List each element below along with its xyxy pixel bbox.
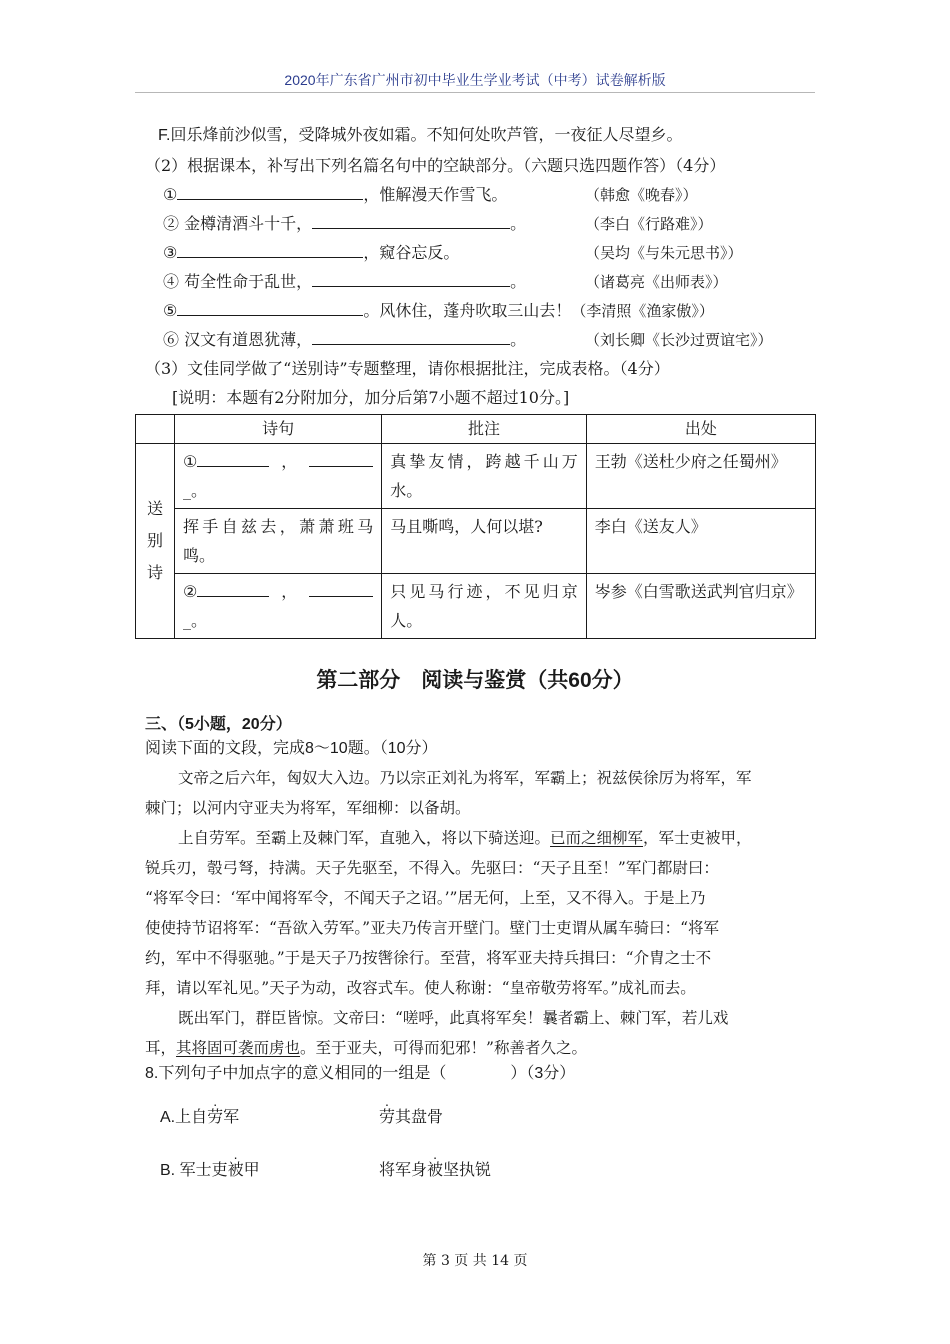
option-b [160, 1161, 260, 1181]
note-cell: 马且嘶鸣，人何以堪? [382, 509, 586, 574]
option-text: 甲 [243, 1162, 260, 1179]
option-text: 军士吏 [175, 1162, 228, 1179]
poem-cell [174, 574, 381, 639]
option-label: B. [160, 1162, 176, 1179]
passage-line: 拜，请以军礼见。”天子为动，改容式车。使人称谢：“皇帝敬劳将军。”成礼而去。 [145, 979, 696, 997]
option-text: 军 [223, 1109, 240, 1126]
option-text: 坚执锐 [443, 1162, 492, 1179]
source-cell: 李白《送友人》 [586, 509, 815, 574]
side-label [136, 444, 175, 639]
item-number: ① [163, 185, 178, 204]
bonus-note: [说明：本题有2分附加分，加分后第7小题不超过10分。] [172, 388, 570, 407]
passage-line [178, 828, 752, 848]
blank-item-2 [163, 214, 526, 234]
blank-item-5 [163, 301, 714, 321]
cite-3: （吴均《与朱元思书》） [585, 244, 743, 262]
option-text: 其盘骨 [395, 1109, 444, 1126]
table-row [136, 574, 816, 639]
section-title: 三、（5小题，20分） [145, 716, 292, 733]
side-char: 别 [146, 531, 163, 550]
underlined-sentence: 其将固可袭而虏也 [176, 1039, 301, 1057]
question-8: 8.下列句子中加点字的意义相同的一组是（ ）（3分） [145, 1065, 576, 1082]
source-cell: 王勃《送杜少府之任蜀州》 [586, 444, 815, 509]
item-text: 苟全性命于乱世， [179, 272, 313, 291]
answer-blank[interactable] [197, 582, 269, 597]
answer-blank[interactable] [309, 582, 373, 597]
answer-blank[interactable] [312, 214, 510, 229]
answer-blank[interactable] [312, 330, 510, 345]
cite-1: （韩愈《晚春》） [585, 186, 698, 204]
cite-2: （李白《行路难》） [585, 215, 713, 233]
item-number: ① [182, 452, 198, 471]
column-header: 出处 [586, 415, 815, 444]
item-text: 。风休住，蓬舟吹取三山去！ [363, 301, 572, 320]
item-text: ，窥谷忘反。 [363, 243, 460, 262]
cite-5: （李清照《渔家傲》） [571, 302, 714, 320]
cite-4: （诸葛亮《出师表》） [585, 273, 728, 291]
item-text: 。 [510, 214, 527, 233]
farewell-poem-table [135, 414, 816, 639]
dotted-char: 劳 [207, 1109, 224, 1126]
item-text: 金樽清酒斗十千， [179, 214, 313, 233]
source-cell: 岑参《白雪歌送武判官归京》 [586, 574, 815, 639]
question-3: （3）文佳同学做了“送别诗”专题整理，请你根据批注，完成表格。（4分） [145, 359, 670, 378]
dotted-char: 被 [427, 1162, 444, 1179]
passage-line: 文帝之后六年，匈奴大入边。乃以宗正刘礼为将军，军霸上；祝兹侯徐厉为将军，军 [178, 769, 752, 787]
item-text: 。 [510, 272, 527, 291]
item-number: ⑤ [163, 301, 178, 320]
blank-item-3 [163, 243, 459, 263]
poem-line-f: F.回乐烽前沙似雪，受降城外夜如霜。不知何处吹芦管，一夜征人尽望乡。 [158, 127, 683, 144]
comma: ， [281, 582, 298, 601]
blank-item-6 [163, 330, 526, 350]
option-text: 上自 [175, 1109, 208, 1126]
passage-line: 棘门；以河内守亚夫为将军，军细柳：以备胡。 [145, 799, 471, 817]
page-footer: 第 3 页 共 14 页 [422, 1253, 528, 1269]
item-number: ⑥ [163, 330, 180, 349]
option-b-compare [379, 1161, 491, 1181]
dotted-char: 劳 [379, 1109, 396, 1126]
item-text: 。 [510, 330, 527, 349]
poem-end: _。 [182, 611, 207, 630]
side-char: 送 [146, 499, 163, 518]
column-header: 批注 [382, 415, 586, 444]
passage-text: ，军士吏被甲， [643, 829, 752, 847]
part-title: 第二部分 阅读与鉴赏（共60分） [316, 669, 634, 692]
poem-cell: 挥手自兹去，萧萧班马鸣。 [174, 509, 381, 574]
comma: ， [281, 452, 298, 471]
answer-blank[interactable] [197, 452, 269, 467]
note-cell: 只见马行迹，不见归京人。 [382, 574, 586, 639]
cite-6: （刘长卿《长沙过贾谊宅》） [585, 331, 773, 349]
table-corner [136, 415, 175, 444]
passage-line: 使使持节诏将军：“吾欲入劳军。”亚夫乃传言开壁门。壁门士吏谓从属车骑曰：“将军 [145, 919, 720, 937]
blank-item-1 [163, 185, 507, 205]
table-header-row [136, 415, 816, 444]
answer-blank[interactable] [177, 243, 363, 258]
item-number: ③ [163, 243, 178, 262]
passage-text: 耳， [145, 1039, 177, 1057]
table-row [136, 509, 816, 574]
answer-blank[interactable] [177, 185, 363, 200]
item-number: ② [182, 582, 198, 601]
passage-text: 上自劳军。至霸上及棘门军，直驰入，将以下骑送迎。 [178, 829, 551, 847]
blank-item-4 [163, 272, 526, 292]
poem-cell [174, 444, 381, 509]
item-number: ④ [163, 272, 180, 291]
passage-line: “将军令曰：‘军中闻将军令，不闻天子之诏。’”居无何，上至，又不得入。于是上乃 [145, 889, 706, 907]
passage-line: 约，军中不得驱驰。”于是天子乃按辔徐行。至营，将军亚夫持兵揖曰：“介胄之士不 [145, 949, 712, 967]
question-2: （2）根据课本，补写出下列名篇名句中的空缺部分。（六题只选四题作答）（4分） [145, 156, 726, 175]
dotted-char: 被 [227, 1162, 244, 1179]
column-header: 诗句 [174, 415, 381, 444]
passage-line [145, 1038, 587, 1058]
passage-text: 。至于亚夫，可得而犯邪！”称善者久之。 [300, 1039, 587, 1057]
answer-blank[interactable] [309, 452, 373, 467]
item-text: 汉文有道恩犹薄， [179, 330, 313, 349]
header-rule [135, 92, 815, 93]
option-label: A. [160, 1109, 176, 1126]
reading-instruction: 阅读下面的文段，完成8～10题。（10分） [145, 740, 438, 757]
note-cell: 真挚友情，跨越千山万水。 [382, 444, 586, 509]
answer-blank[interactable] [177, 301, 363, 316]
underlined-sentence: 已而之细柳军 [550, 829, 644, 847]
passage-line: 锐兵刃，彀弓弩，持满。天子先驱至，不得入。先驱曰：“天子且至！”军门都尉曰： [145, 859, 719, 877]
option-a-compare [379, 1108, 443, 1128]
side-char: 诗 [146, 563, 163, 582]
option-a [160, 1108, 239, 1128]
table-row [136, 444, 816, 509]
poem-end: _。 [182, 481, 207, 500]
answer-blank[interactable] [312, 272, 510, 287]
item-text: ，惟解漫天作雪飞。 [363, 185, 508, 204]
passage-line: 既出军门，群臣皆惊。文帝曰：“嗟呼，此真将军矣！曩者霸上、棘门军，若儿戏 [178, 1009, 729, 1027]
item-number: ② [163, 214, 180, 233]
option-text: 将军身 [379, 1162, 428, 1179]
page-header: 2020年广东省广州市初中毕业生学业考试（中考）试卷解析版 [284, 72, 666, 88]
